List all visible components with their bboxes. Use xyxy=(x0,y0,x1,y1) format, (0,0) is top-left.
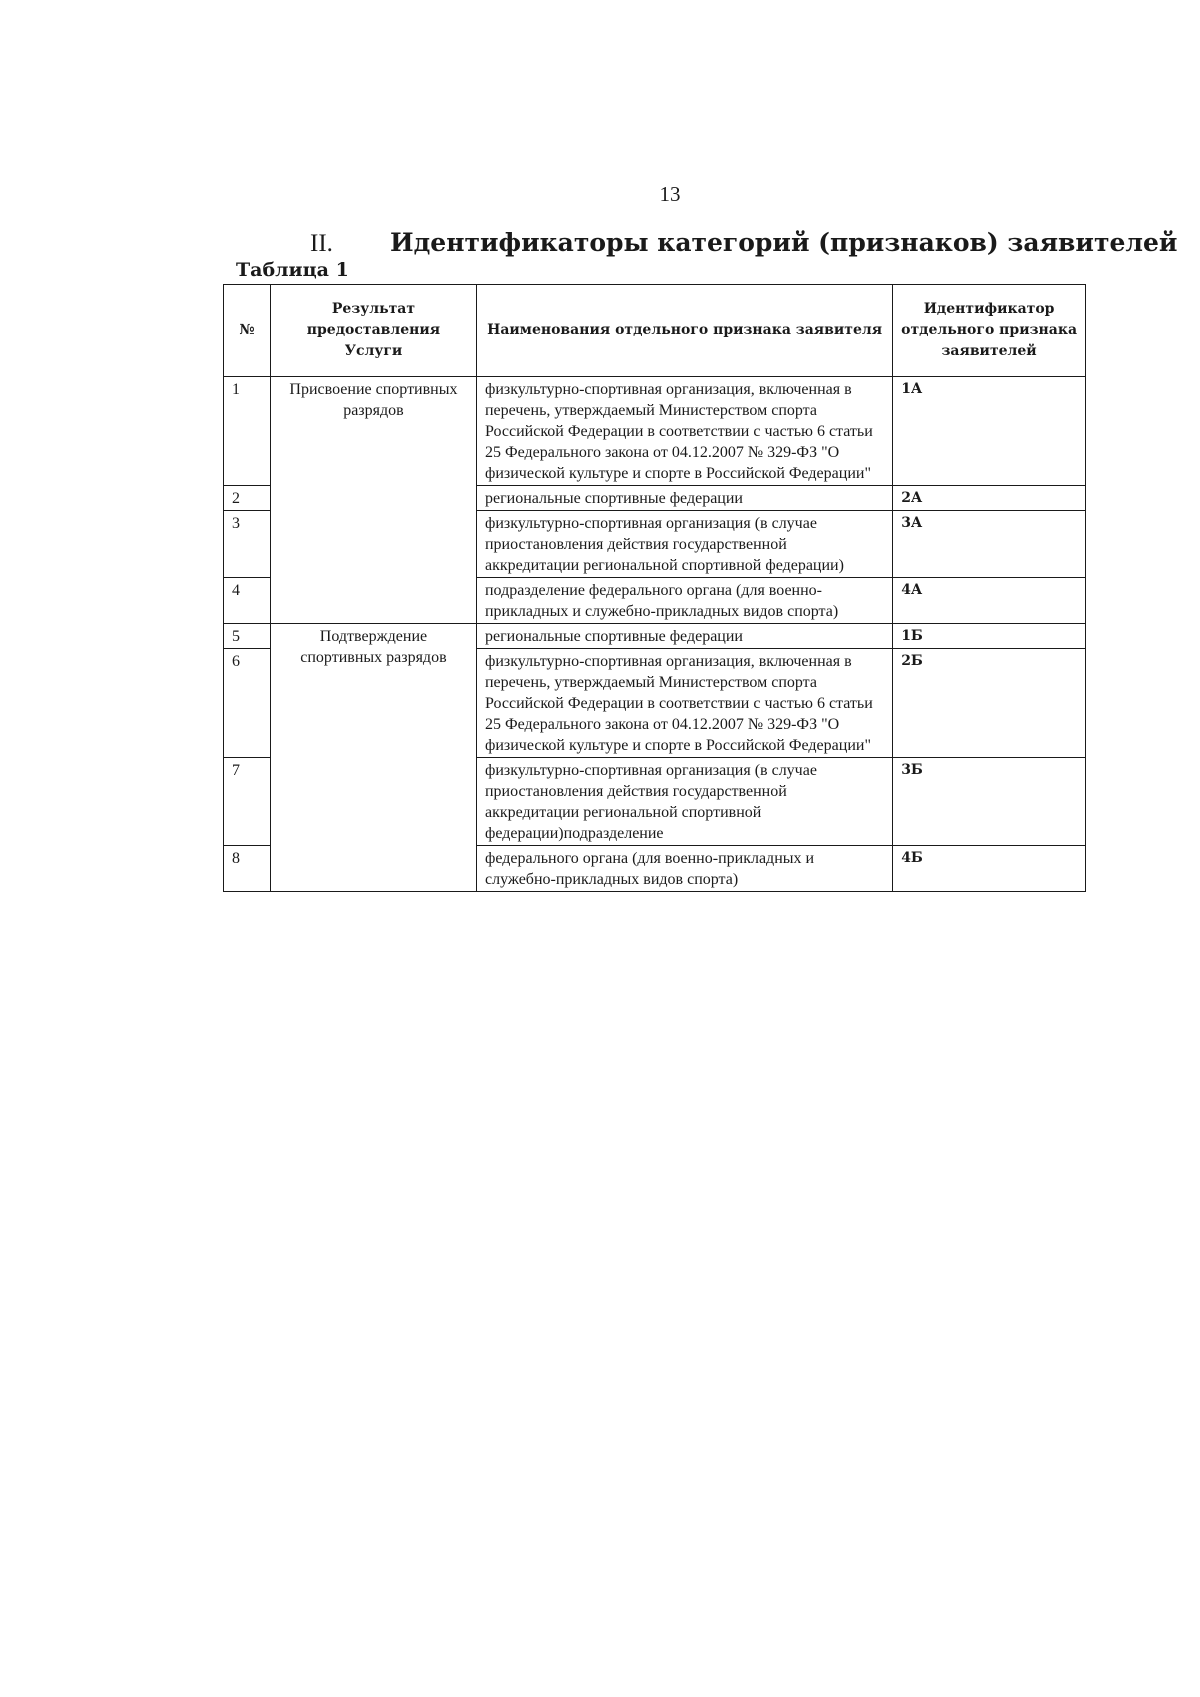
group-result-assignment: Присвоение спортивных разрядов xyxy=(270,377,476,624)
row-identifier: 4Б xyxy=(893,846,1086,892)
row-number: 5 xyxy=(224,624,271,649)
table-caption: Таблица 1 xyxy=(236,259,349,281)
row-identifier: 2Б xyxy=(893,649,1086,758)
row-number: 3 xyxy=(224,511,271,578)
header-number: № xyxy=(224,285,271,377)
row-feature-name: физкультурно-спортивная организация (в случае приостановления действия государственной аккредитации региональной спортивной федерации) xyxy=(476,511,892,578)
row-feature-name: федерального органа (для военно-прикладных и служебно-прикладных видов спорта) xyxy=(476,846,892,892)
group-result-confirmation: Подтверждение спортивных разрядов xyxy=(270,624,476,892)
row-identifier: 1А xyxy=(893,377,1086,486)
section-heading xyxy=(310,228,1177,258)
section-numeral: II. xyxy=(310,230,333,257)
row-feature-name: региональные спортивные федерации xyxy=(476,486,892,511)
row-feature-name: подразделение федерального органа (для военно-прикладных и служебно-прикладных видов спорта) xyxy=(476,578,892,624)
row-number: 1 xyxy=(224,377,271,486)
header-feature-name: Наименования отдельного признака заявителя xyxy=(476,285,892,377)
table-header-row xyxy=(224,285,1086,377)
table-row xyxy=(224,377,1086,486)
section-title: Идентификаторы категорий (признаков) заявителей xyxy=(390,228,1178,257)
row-feature-name: региональные спортивные федерации xyxy=(476,624,892,649)
row-identifier: 3А xyxy=(893,511,1086,578)
row-feature-name: физкультурно-спортивная организация, включенная в перечень, утверждаемый Министерством спорта Российской Федерации в соответствии с частью 6 статьи 25 Федерального закона от 04.12.2007 № 329-ФЗ "О физической культуре и спорте в Российской Федерации" xyxy=(476,649,892,758)
page-number: 13 xyxy=(659,182,681,206)
row-feature-name: физкультурно-спортивная организация (в случае приостановления действия государственной аккредитации региональной спортивной федерации)подразделение xyxy=(476,758,892,846)
row-identifier: 4А xyxy=(893,578,1086,624)
row-identifier: 2А xyxy=(893,486,1086,511)
identifiers-table xyxy=(223,284,1086,892)
row-number: 6 xyxy=(224,649,271,758)
row-number: 4 xyxy=(224,578,271,624)
table-row xyxy=(224,624,1086,649)
row-number: 2 xyxy=(224,486,271,511)
row-identifier: 1Б xyxy=(893,624,1086,649)
row-number: 7 xyxy=(224,758,271,846)
row-identifier: 3Б xyxy=(893,758,1086,846)
header-identifier: Идентификатор отдельного признака заявителей xyxy=(893,285,1086,377)
row-feature-name: физкультурно-спортивная организация, включенная в перечень, утверждаемый Министерством спорта Российской Федерации в соответствии с частью 6 статьи 25 Федерального закона от 04.12.2007 № 329-ФЗ "О физической культуре и спорте в Российской Федерации" xyxy=(476,377,892,486)
row-number: 8 xyxy=(224,846,271,892)
header-result: Результат предоставления Услуги xyxy=(270,285,476,377)
